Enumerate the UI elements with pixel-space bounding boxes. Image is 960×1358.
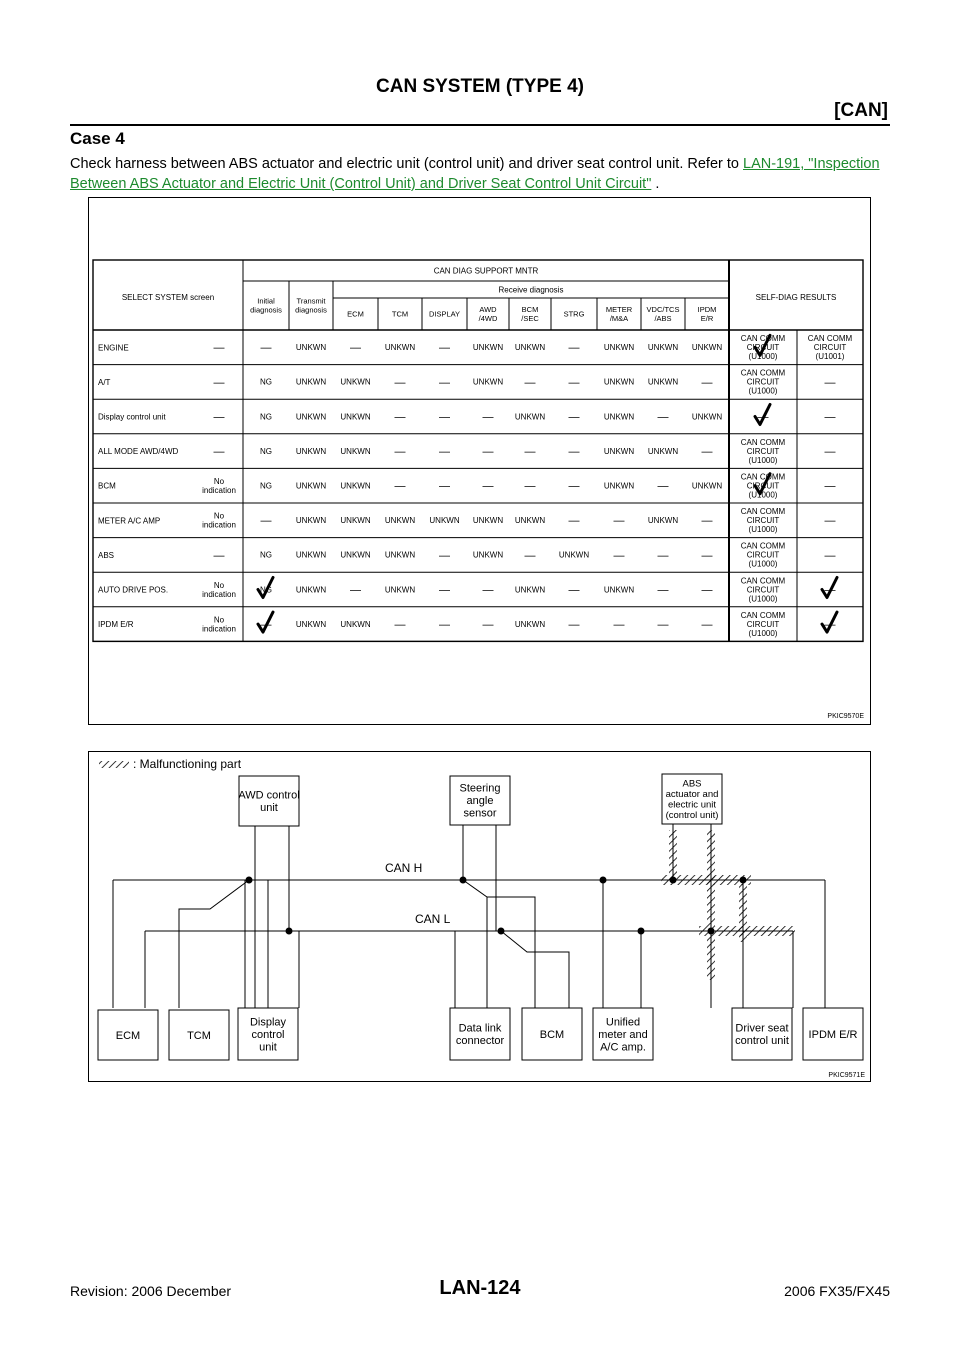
table-cell: NG	[260, 446, 272, 456]
header-rule	[70, 124, 890, 126]
table-cell: —	[657, 584, 669, 597]
table-cell: UNKWN	[295, 619, 327, 629]
self-diag-result-cell: —	[757, 411, 769, 424]
legend-text: : Malfunctioning part	[133, 757, 242, 771]
can-l-label: CAN L	[415, 912, 451, 926]
table-cell: UNKWN	[603, 377, 635, 387]
row-system-name: ALL MODE AWD/4WD	[98, 447, 179, 457]
table-cell: —	[657, 549, 669, 562]
table-cell: —	[701, 549, 713, 562]
table-cell: —	[482, 411, 494, 424]
table-cell: UNKWN	[472, 343, 504, 353]
header-initial-diagnosis: Initial diagnosis	[250, 296, 282, 315]
table-cell: —	[701, 584, 713, 597]
self-diag-result-cell: CAN COMM CIRCUIT (U1000)	[740, 541, 786, 569]
table-cell: —	[482, 584, 494, 597]
table-cell: —	[524, 480, 536, 493]
diagram-figure-id: PKIC9571E	[828, 1072, 865, 1079]
table-cell: —	[568, 376, 580, 389]
table-cell: UNKWN	[472, 516, 504, 526]
row-system-name: Display control unit	[98, 412, 166, 422]
can-h-label: CAN H	[385, 861, 423, 875]
table-cell: —	[568, 618, 580, 631]
unit-label-meter: Unified meter and A/C amp.	[598, 1016, 648, 1054]
self-diag-result-cell: —	[824, 480, 836, 493]
row-system-name: IPDM E/R	[98, 620, 134, 630]
table-cell: UNKWN	[647, 343, 679, 353]
header-receive-diagnosis: Receive diagnosis	[498, 285, 564, 295]
table-cell: —	[613, 549, 625, 562]
table-cell: —	[439, 480, 450, 493]
can-diag-table-figure	[88, 197, 871, 725]
header-receive-col: ECM	[347, 309, 364, 319]
section-tag: [CAN]	[834, 100, 888, 121]
table-cell: UNKWN	[691, 481, 723, 491]
table-figure-id: PKIC9570E	[827, 713, 864, 720]
table-cell: —	[350, 584, 361, 597]
table-cell: No indication	[202, 511, 236, 530]
table-cell: —	[524, 549, 536, 562]
unit-label-datalink: Data link connector	[455, 1022, 505, 1048]
table-cell: UNKWN	[691, 412, 723, 422]
table-cell: —	[213, 445, 225, 458]
header-receive-col: STRG	[563, 309, 585, 319]
table-cell: UNKWN	[384, 516, 416, 526]
table-cell: UNKWN	[295, 446, 327, 456]
instruction-text: Check harness between ABS actuator and electric unit (control unit) and driver seat control unit. Refer to	[70, 156, 743, 172]
table-cell: No indication	[202, 615, 236, 634]
header-self-diag-results: SELF-DIAG RESULTS	[755, 292, 837, 302]
row-system-name: ABS	[98, 550, 115, 560]
table-cell: —	[482, 445, 494, 458]
table-cell: —	[394, 411, 406, 424]
table-cell: —	[213, 549, 225, 562]
self-diag-result-cell: —	[824, 515, 836, 528]
can-network-diagram-figure	[88, 751, 871, 1082]
table-cell: —	[657, 411, 669, 424]
header-select-system: SELECT SYSTEM screen	[121, 292, 215, 302]
table-cell: UNKWN	[514, 585, 546, 595]
row-system-name: AUTO DRIVE POS.	[98, 585, 169, 595]
table-cell: —	[394, 480, 406, 493]
header-receive-col: METER /M&A	[605, 305, 633, 324]
table-cell: —	[568, 445, 580, 458]
table-cell: —	[568, 342, 580, 355]
unit-label-steering: Steering angle sensor	[459, 782, 501, 820]
table-cell: —	[482, 618, 494, 631]
header-receive-col: BCM /SEC	[521, 305, 539, 324]
table-cell: —	[213, 376, 225, 389]
table-cell: —	[568, 480, 580, 493]
table-cell: UNKWN	[295, 585, 327, 595]
header-receive-col: IPDM E/R	[697, 305, 717, 324]
table-cell: —	[439, 584, 450, 597]
table-cell: —	[482, 480, 494, 493]
instruction-paragraph	[70, 154, 900, 194]
table-cell: UNKWN	[514, 516, 546, 526]
self-diag-result-cell: —	[824, 549, 836, 562]
table-cell: UNKWN	[295, 516, 327, 526]
table-cell: —	[524, 445, 536, 458]
unit-label-ecm: ECM	[115, 1029, 141, 1042]
table-cell: UNKWN	[384, 585, 416, 595]
table-cell: UNKWN	[340, 377, 371, 387]
can-diag-table	[89, 198, 870, 724]
header-receive-col: DISPLAY	[428, 309, 461, 319]
row-system-name: BCM	[98, 481, 116, 491]
table-cell: UNKWN	[340, 446, 371, 456]
table-cell: UNKWN	[295, 412, 327, 422]
footer-revision: Revision: 2006 December	[70, 1283, 232, 1299]
table-cell: UNKWN	[340, 412, 371, 422]
table-cell: —	[701, 618, 713, 631]
table-cell: UNKWN	[340, 550, 371, 560]
table-cell: UNKWN	[603, 446, 635, 456]
table-cell: —	[701, 376, 713, 389]
reference-link[interactable]: LAN-191, "Inspection Between ABS Actuator and Electric Unit (Control Unit) and Driver Seat Control Unit Circuit"	[70, 156, 880, 192]
table-cell: UNKWN	[603, 481, 635, 491]
table-cell: UNKWN	[384, 550, 416, 560]
unit-label-driverseat: Driver seat control unit	[735, 1022, 789, 1048]
header-receive-col: AWD /4WD	[478, 305, 498, 324]
table-cell: UNKWN	[340, 619, 371, 629]
table-cell: —	[439, 376, 450, 389]
table-cell: UNKWN	[647, 377, 679, 387]
self-diag-result-cell: —	[824, 411, 836, 424]
legend-hatch-swatch	[99, 761, 129, 768]
page-title: CAN SYSTEM (TYPE 4)	[376, 76, 584, 97]
header-transmit-diagnosis: Transmit diagnosis	[295, 296, 327, 315]
row-system-name: METER A/C AMP	[98, 516, 161, 526]
table-cell: —	[260, 342, 272, 355]
table-cell: UNKWN	[295, 550, 327, 560]
table-cell: —	[568, 515, 580, 528]
table-cell: UNKWN	[340, 516, 371, 526]
unit-label-tcm: TCM	[187, 1029, 211, 1042]
footer-model: 2006 FX35/FX45	[784, 1283, 890, 1299]
table-cell: —	[260, 515, 272, 528]
table-cell: NG	[260, 585, 272, 595]
table-cell: —	[213, 342, 225, 355]
self-diag-result-cell: CAN COMM CIRCUIT (U1000)	[740, 368, 786, 396]
table-cell: No indication	[202, 580, 236, 599]
table-cell: NG	[260, 377, 272, 387]
table-cell: UNKWN	[340, 481, 371, 491]
self-diag-result-cell: CAN COMM CIRCUIT (U1000)	[740, 472, 786, 500]
table-cell: —	[213, 411, 225, 424]
table-cell: UNKWN	[647, 516, 679, 526]
table-cell: —	[394, 445, 406, 458]
table-cell: —	[524, 376, 536, 389]
row-system-name: A/T	[98, 377, 111, 387]
unit-label-awd: AWD control unit	[238, 789, 300, 815]
table-cell: UNKWN	[603, 412, 635, 422]
table-cell: UNKWN	[295, 481, 327, 491]
row-system-name: ENGINE	[98, 343, 129, 353]
table-cell: —	[439, 445, 450, 458]
table-cell: UNKWN	[514, 343, 546, 353]
table-cell: UNKWN	[514, 619, 546, 629]
self-diag-result-cell: —	[824, 618, 836, 631]
table-cell: UNKWN	[295, 343, 327, 353]
table-cell: —	[701, 445, 713, 458]
self-diag-result-cell: —	[824, 445, 836, 458]
table-cell: —	[613, 618, 625, 631]
table-cell: —	[439, 342, 450, 355]
table-cell: UNKWN	[429, 516, 460, 526]
case-title: Case 4	[70, 129, 125, 148]
self-diag-result-cell: CAN COMM CIRCUIT (U1001)	[807, 334, 853, 362]
unit-label-display: Display control unit	[249, 1016, 287, 1054]
table-cell: —	[439, 618, 450, 631]
table-cell: UNKWN	[472, 550, 504, 560]
table-cell: UNKWN	[472, 377, 504, 387]
unit-label-bcm: BCM	[539, 1028, 565, 1041]
header-receive-col: TCM	[391, 309, 409, 319]
table-cell: —	[350, 342, 361, 355]
table-cell: NG	[260, 550, 272, 560]
table-cell: NG	[260, 481, 272, 491]
table-cell: —	[568, 584, 580, 597]
header-receive-col: VDC/TCS /ABS	[646, 305, 680, 324]
table-cell: NG	[260, 412, 272, 422]
table-cell: —	[701, 515, 713, 528]
self-diag-result-cell: —	[824, 584, 836, 597]
self-diag-result-cell: CAN COMM CIRCUIT (U1000)	[740, 507, 786, 535]
table-cell: —	[657, 480, 669, 493]
table-cell: —	[394, 376, 406, 389]
header-can-diag-support: CAN DIAG SUPPORT MNTR	[433, 266, 539, 276]
table-cell: UNKWN	[384, 343, 416, 353]
table-cell: UNKWN	[558, 550, 590, 560]
unit-label-abs: ABS actuator and electric unit (control unit)	[665, 778, 719, 822]
table-cell: UNKWN	[514, 412, 546, 422]
table-cell: —	[439, 549, 450, 562]
table-cell: —	[439, 411, 450, 424]
table-cell: —	[568, 411, 580, 424]
can-network-diagram	[89, 752, 870, 1081]
footer-page-number: LAN-124	[439, 1277, 521, 1299]
table-cell: —	[657, 618, 669, 631]
self-diag-result-cell: CAN COMM CIRCUIT (U1000)	[740, 576, 786, 604]
self-diag-result-cell: CAN COMM CIRCUIT (U1000)	[740, 610, 786, 638]
self-diag-result-cell: CAN COMM CIRCUIT (U1000)	[740, 334, 786, 362]
table-cell: UNKWN	[603, 585, 635, 595]
table-cell: —	[613, 515, 625, 528]
table-cell: UNKWN	[603, 343, 635, 353]
instruction-end: .	[651, 176, 660, 192]
self-diag-result-cell: —	[824, 376, 836, 389]
self-diag-result-cell: CAN COMM CIRCUIT (U1000)	[740, 437, 786, 465]
table-cell: —	[394, 618, 406, 631]
table-cell: UNKWN	[647, 446, 679, 456]
table-cell: UNKWN	[691, 343, 723, 353]
table-cell: No indication	[202, 477, 236, 495]
table-cell: —	[260, 618, 272, 631]
unit-label-ipdm: IPDM E/R	[808, 1028, 858, 1041]
table-cell: UNKWN	[295, 377, 327, 387]
